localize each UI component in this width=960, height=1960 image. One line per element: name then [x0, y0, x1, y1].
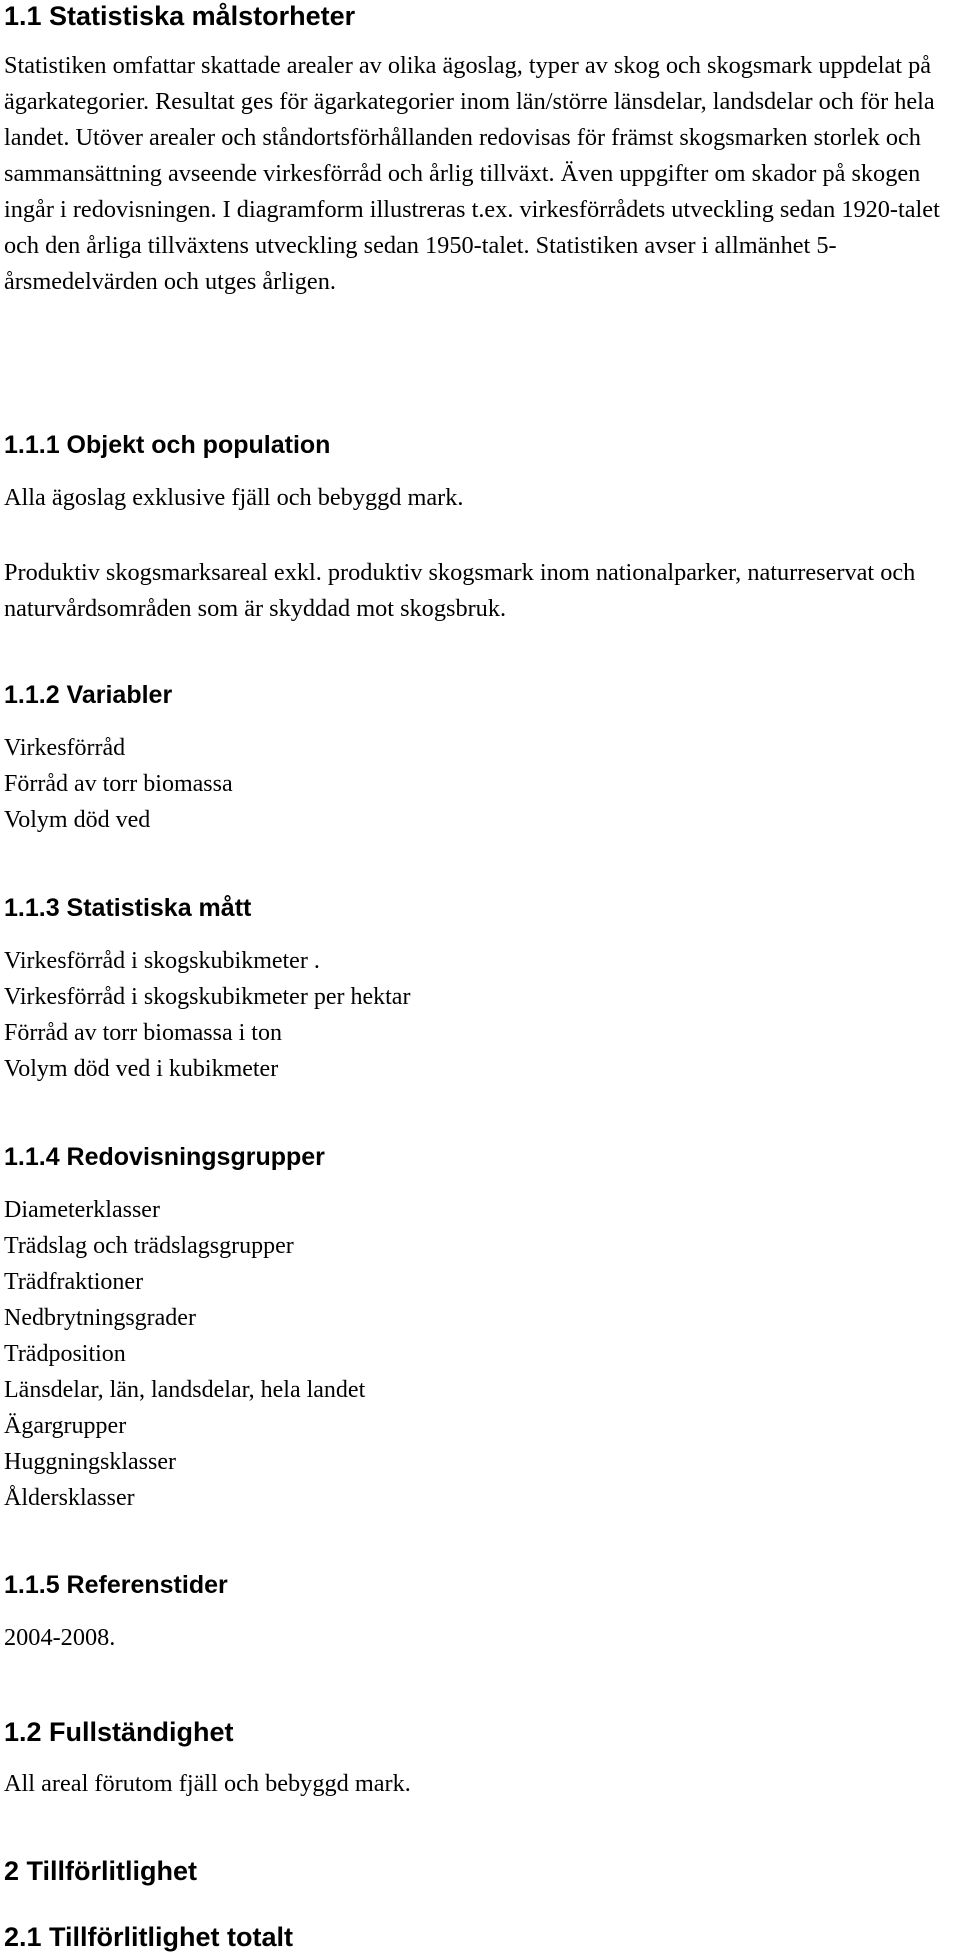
list-item: Virkesförråd i skogskubikmeter . [4, 948, 320, 974]
list-item: Trädfraktioner [4, 1269, 144, 1295]
list-item: Nedbrytningsgrader [4, 1305, 196, 1331]
heading-2-1: 2.1 Tillförlitlighet totalt [4, 1922, 294, 1952]
list-item: Virkesförråd [4, 735, 126, 761]
list-item: Trädslag och trädslagsgrupper [4, 1233, 294, 1259]
list-item: Åldersklasser [4, 1485, 135, 1511]
measures-list [4, 943, 410, 1087]
list-item: Ägargrupper [4, 1413, 127, 1439]
list-item: Förråd av torr biomassa i ton [4, 1020, 282, 1046]
list-item: Förråd av torr biomassa [4, 771, 233, 797]
variables-list [4, 730, 233, 838]
heading-2: 2 Tillförlitlighet [4, 1856, 198, 1886]
heading-1-2: 1.2 Fullständighet [4, 1717, 234, 1747]
list-item: Volym död ved i kubikmeter [4, 1056, 279, 1082]
paragraph-objects: Alla ägoslag exklusive fjäll och bebyggd mark. [4, 484, 464, 511]
heading-1-1-2: 1.1.2 Variabler [4, 681, 173, 709]
paragraph-completeness: All areal förutom fjäll och bebyggd mark. [4, 1770, 411, 1797]
list-item: Volym död ved [4, 807, 151, 833]
heading-1-1: 1.1 Statistiska målstorheter [4, 1, 356, 31]
groups-list [4, 1192, 365, 1516]
list-item: Virkesförråd i skogskubikmeter per hektar [4, 984, 411, 1010]
list-item: Länsdelar, län, landsdelar, hela landet [4, 1377, 366, 1403]
paragraph-population: Produktiv skogsmarksareal exkl. produktiv skogsmark inom nationalparker, naturreservat och naturvårdsområden som är skyddad mot skogsbruk. [4, 559, 916, 622]
list-item: Trädposition [4, 1341, 126, 1367]
heading-1-1-3: 1.1.3 Statistiska mått [4, 894, 252, 922]
heading-1-1-5: 1.1.5 Referenstider [4, 1571, 228, 1599]
list-item: Diameterklasser [4, 1197, 160, 1223]
list-item: Huggningsklasser [4, 1449, 176, 1475]
heading-1-1-4: 1.1.4 Redovisningsgrupper [4, 1143, 325, 1171]
paragraph-reference-period: 2004-2008. [4, 1624, 116, 1651]
paragraph-statistics-description: Statistiken omfattar skattade arealer av olika ägoslag, typer av skog och skogsmark uppdelat på ägarkategorier. Resultat ges för ägarkategorier inom län/större länsdelar, landsdelar och för hela landet. Utöver arealer och ståndortsförhållanden redovisas för främst skogsmarken storlek och sammansättning avseende virkesförråd och årlig tillväxt. Även uppgifter om skador på skogen ingår i redovisningen. I diagramform illustreras t.ex. virkesförrådets utveckling sedan 1920-talet och den årliga tillväxtens utveckling sedan 1950-talet. Statistiken avser i allmänhet 5-årsmedelvärden och utges årligen. [4, 52, 940, 295]
heading-1-1-1: 1.1.1 Objekt och population [4, 431, 331, 459]
